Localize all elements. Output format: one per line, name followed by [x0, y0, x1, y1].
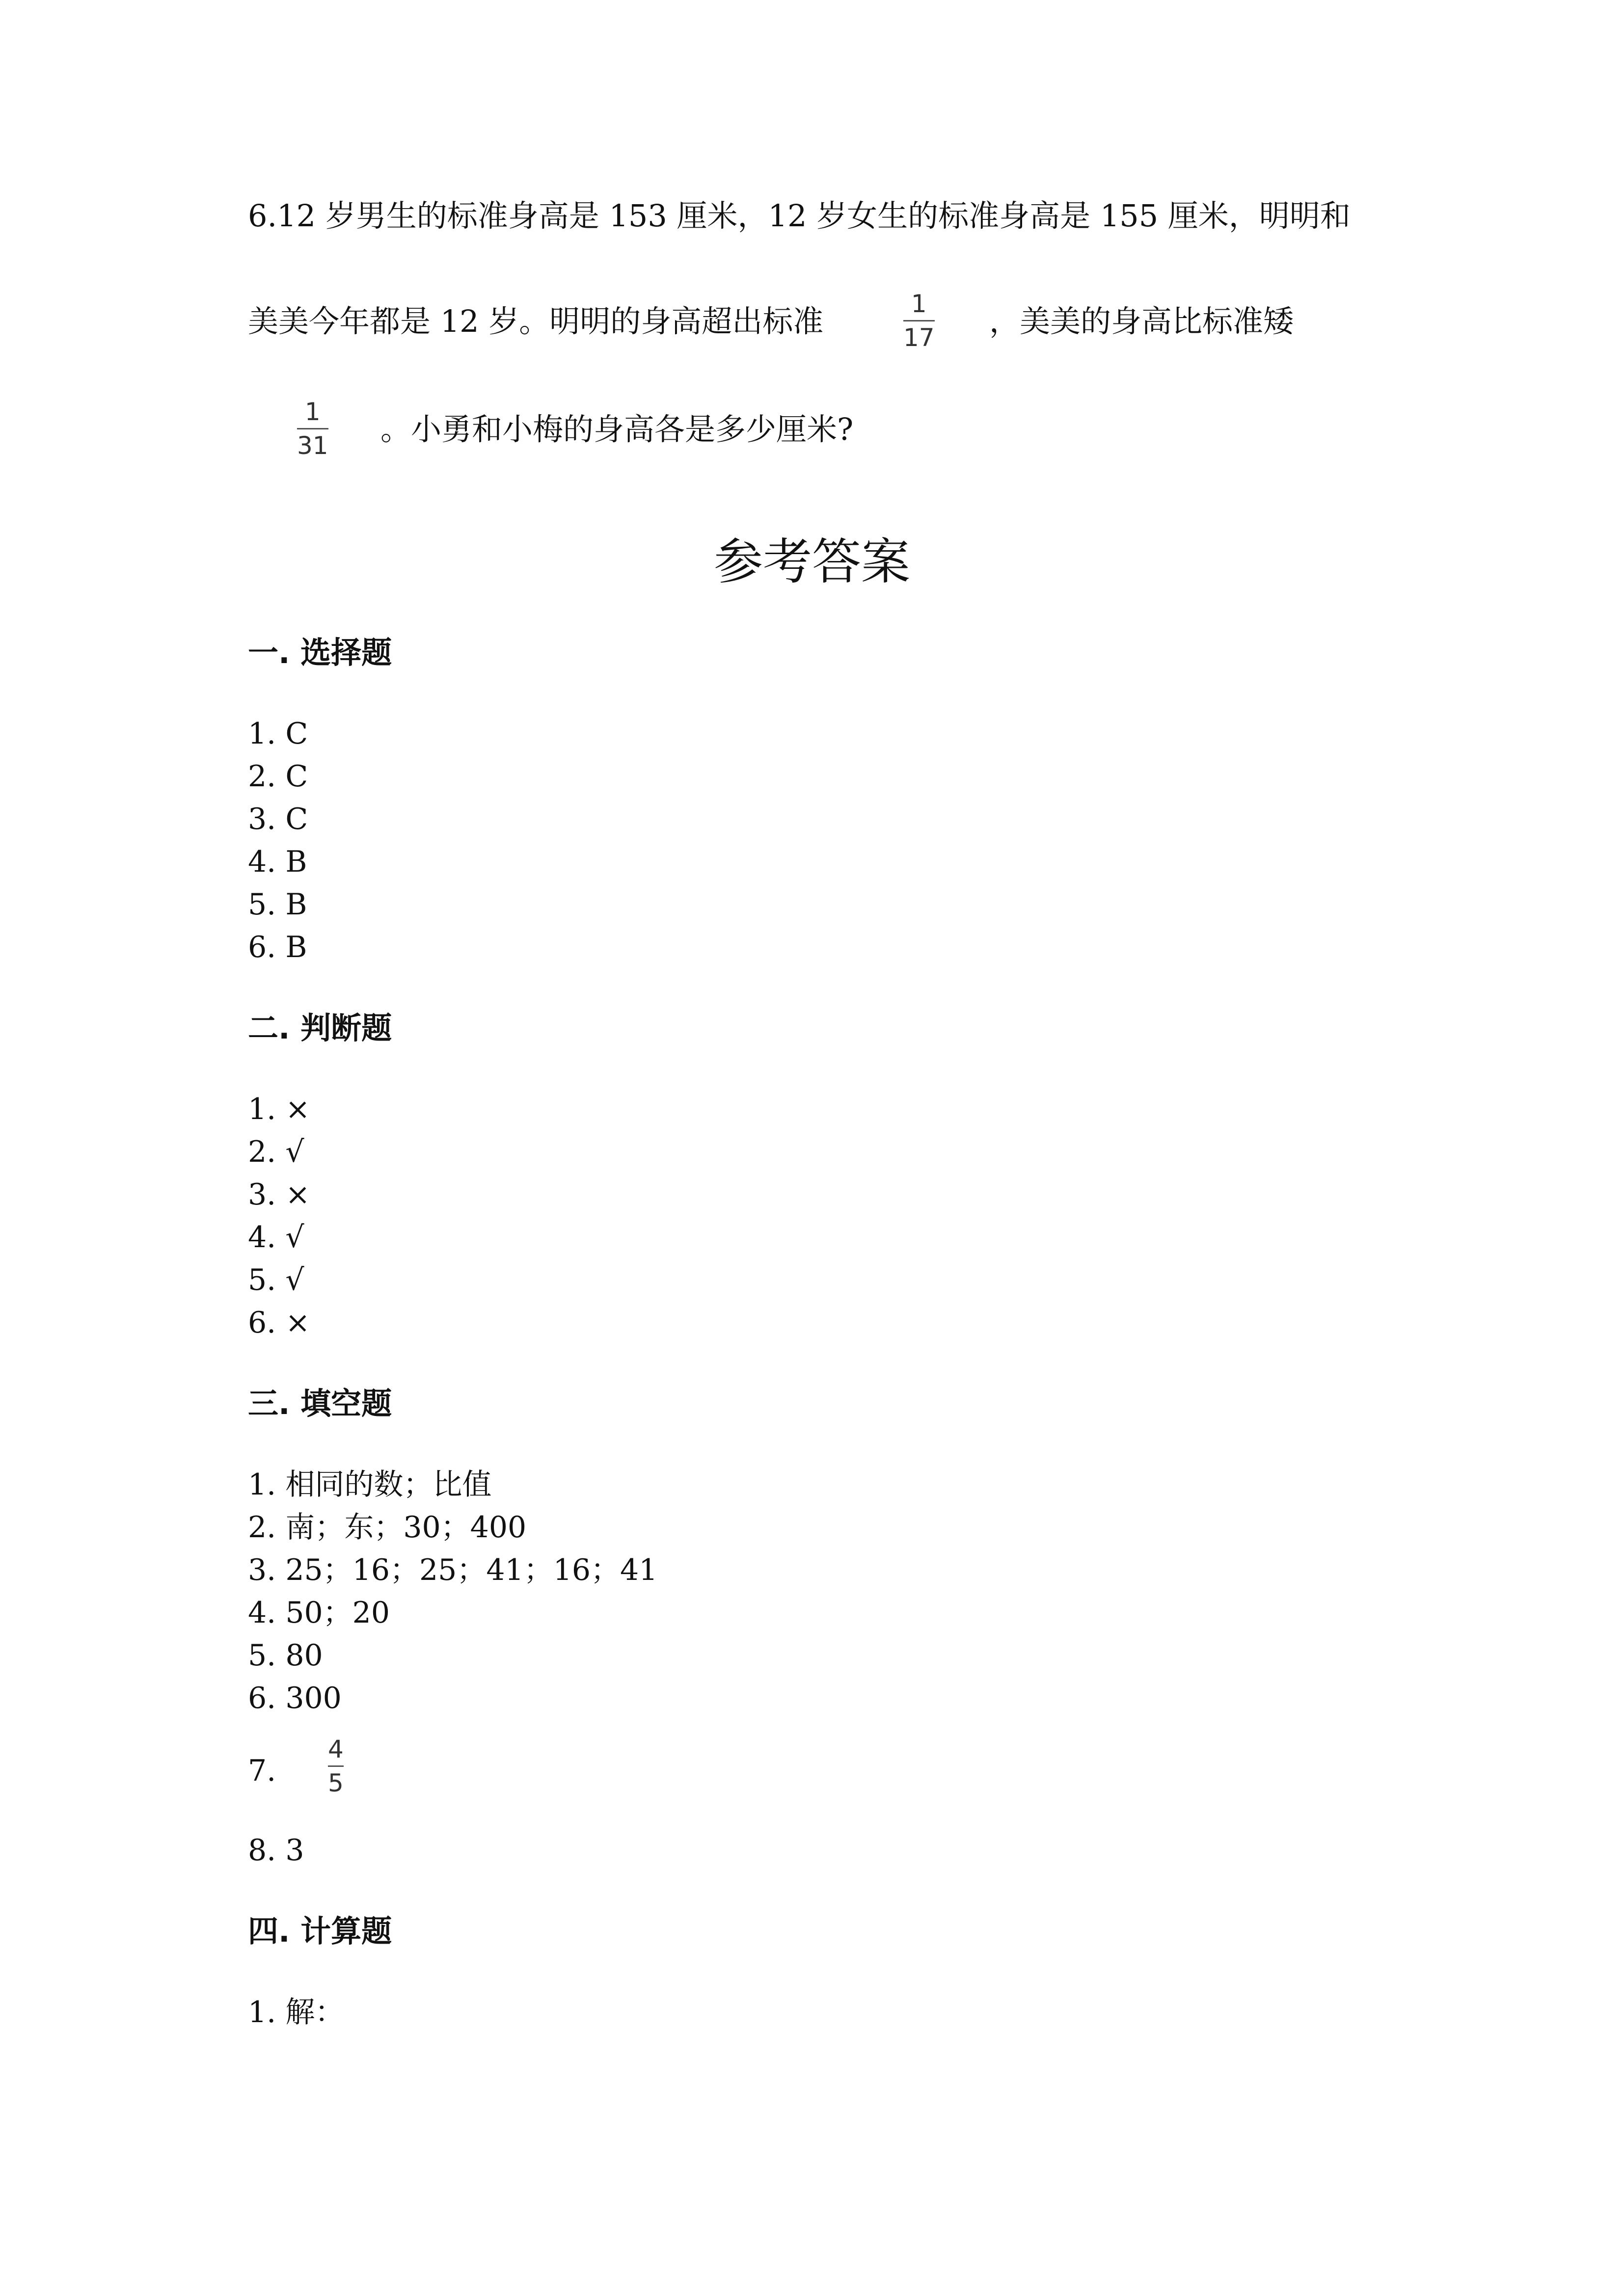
fraction-bar: [903, 320, 935, 321]
answer-item: 1. ×: [248, 1092, 310, 1126]
answer-key-title: 参考答案: [714, 533, 910, 590]
question-line-2-part-a: 美美今年都是 12 岁。明明的身高超出标准: [248, 303, 824, 339]
answer-item: 5. √: [248, 1263, 304, 1297]
section-heading-multiple-choice: 一. 选择题: [248, 635, 392, 670]
question-line-3: 。小勇和小梅的身高各是多少厘米?: [380, 411, 854, 447]
fraction-denominator: 31: [297, 431, 328, 460]
answer-item: 3. 25；16；25；41；16；41: [248, 1553, 658, 1587]
answer-item: 6. 300: [248, 1681, 342, 1715]
answer-item: 4. √: [248, 1220, 304, 1255]
answer-item: 3. C: [248, 802, 308, 836]
question-line-2-part-b: ，美美的身高比标准矮: [989, 303, 1294, 339]
answer-item: 1. 相同的数；比值: [248, 1468, 492, 1502]
fraction-1-17: [903, 290, 935, 352]
answer-item: 8. 3: [248, 1833, 304, 1868]
answer-item-7-label: 7.: [248, 1754, 276, 1788]
question-line-1: 6.12 岁男生的标准身高是 153 厘米，12 岁女生的标准身高是 155 厘米，明明和: [248, 198, 1351, 234]
answer-item: 5. B: [248, 887, 307, 922]
fraction-numerator: 1: [911, 290, 927, 318]
fraction-4-5: [328, 1735, 344, 1797]
fraction-bar: [297, 428, 328, 429]
fraction-bar: [328, 1765, 344, 1767]
fraction-denominator: 17: [903, 323, 935, 352]
fraction-1-31: [297, 398, 328, 460]
answer-item: 2. C: [248, 759, 308, 794]
answer-item: 1. C: [248, 717, 308, 751]
fraction-numerator: 4: [328, 1735, 344, 1763]
answer-item: 6. B: [248, 930, 307, 964]
section-heading-calculation: 四. 计算题: [248, 1913, 392, 1949]
answer-item: 4. 50；20: [248, 1596, 390, 1630]
answer-item: 5. 80: [248, 1638, 323, 1673]
answer-item: 1. 解：: [248, 1995, 345, 2029]
fraction-numerator: 1: [304, 398, 321, 426]
section-heading-true-false: 二. 判断题: [248, 1010, 392, 1046]
answer-item: 2. 南；东；30；400: [248, 1510, 527, 1545]
answer-item: 3. ×: [248, 1177, 310, 1212]
answer-item: 6. ×: [248, 1306, 310, 1340]
fraction-denominator: 5: [328, 1769, 344, 1797]
section-heading-fill-in: 三. 填空题: [248, 1386, 392, 1421]
answer-item: 2. √: [248, 1135, 304, 1169]
answer-item: 4. B: [248, 845, 307, 879]
